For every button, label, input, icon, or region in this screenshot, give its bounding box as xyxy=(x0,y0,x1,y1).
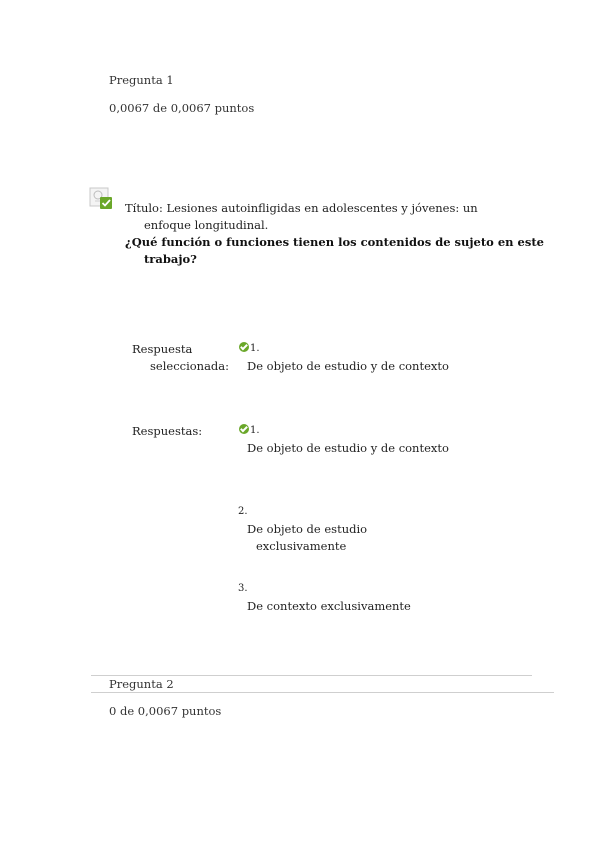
answer-number: 3. xyxy=(238,583,248,594)
question-2-points: 0 de 0,0067 puntos xyxy=(109,704,222,718)
check-circle-icon xyxy=(239,342,249,352)
check-circle-icon xyxy=(239,424,249,434)
answer-text-line2: exclusivamente xyxy=(256,539,347,553)
answer-number: 1. xyxy=(250,425,260,436)
question-1-text-line2: trabajo? xyxy=(144,252,197,266)
selected-answer-label-line2: seleccionada: xyxy=(150,359,230,373)
answer-text: De contexto exclusivamente xyxy=(247,599,411,613)
divider xyxy=(91,692,554,693)
answer-text: De objeto de estudio y de contexto xyxy=(247,441,449,455)
question-2-header: Pregunta 2 xyxy=(109,677,174,691)
question-1-header: Pregunta 1 xyxy=(109,73,174,87)
selected-answer-number: 1. xyxy=(250,343,260,354)
question-1-title-line1: Título: Lesiones autoinfligidas en adolescentes y jóvenes: un xyxy=(125,201,478,215)
answer-text: De objeto de estudio xyxy=(247,522,368,536)
question-1-text-line1: ¿Qué función o funciones tienen los contenidos de sujeto en este xyxy=(125,235,544,249)
answer-number: 2. xyxy=(238,506,248,517)
question-1-points: 0,0067 de 0,0067 puntos xyxy=(109,101,255,115)
divider xyxy=(91,675,532,676)
graded-correct-icon xyxy=(89,187,113,211)
answers-label: Respuestas: xyxy=(132,424,203,438)
selected-answer-label-line1: Respuesta xyxy=(132,342,193,356)
question-1-title-line2: enfoque longitudinal. xyxy=(144,218,269,232)
selected-answer-text: De objeto de estudio y de contexto xyxy=(247,359,449,373)
